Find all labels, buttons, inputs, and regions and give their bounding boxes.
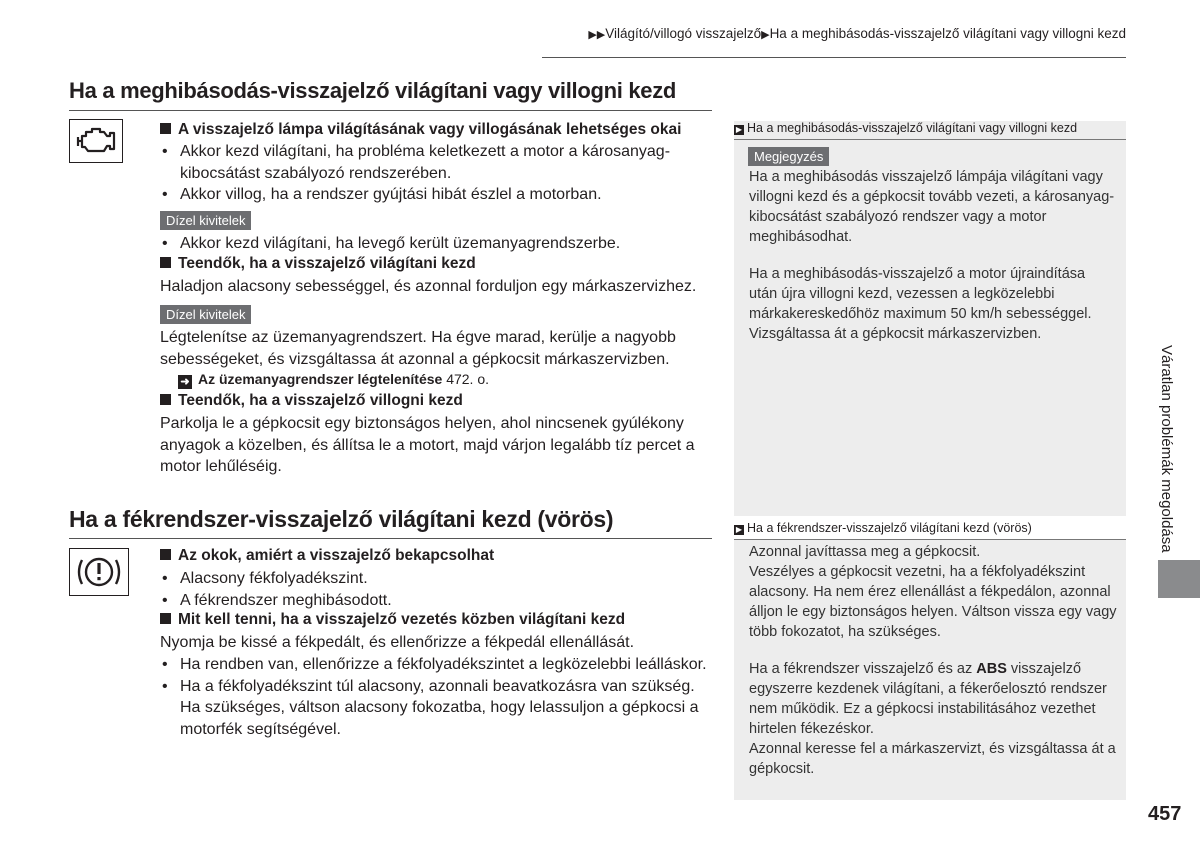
check-engine-icon xyxy=(69,119,123,163)
breadcrumb-part1: Világító/villogó visszajelző xyxy=(605,26,762,41)
note-tag: Megjegyzés xyxy=(748,147,829,166)
sidebar2-rule xyxy=(734,539,1126,540)
brake-warning-icon xyxy=(69,548,129,596)
sidebar2-para1: Azonnal javíttassa meg a gépkocsit. xyxy=(749,544,981,560)
sidebar1-para1: Ha a meghibásodás visszajelző lámpája világítani vagy villogni kezd és a gépkocsit tovább vezeti, a károsanyag-kibocsátást szabályozó rendszer vagy a motor meghibásodhat. xyxy=(749,169,1115,245)
sidebar1-para2: Ha a meghibásodás-visszajelző a motor újraindítása után újra villogni kezd, vezessen a legközelebbi márkakereskedőhöz maximum 50 km/h sebességgel. Vizsgáltassa át a gépkocsit márkaszervizben. xyxy=(749,266,1092,342)
list-item: • Akkor kezd világítani, ha levegő került üzemanyagrendszerbe. xyxy=(160,233,1200,255)
reference-marker-icon: ▶ xyxy=(735,125,743,134)
diesel-tag: Dízel kivitelek xyxy=(160,211,251,230)
section2-title: Ha a fékrendszer-visszajelző világítani kezd (vörös) xyxy=(69,506,614,532)
list-item: • Ha a fékfolyadékszint túl alacsony, azonnali beavatkozásra van szükség. Ha szükséges, váltson alacsony fokozatba, hogy lelassuljon a gépkocsi a motorfék segítségével. xyxy=(160,676,715,741)
section1-para2: Légtelenítse az üzemanyagrendszert. Ha égve marad, kerülje a nagyobb sebességeket, és vizsgáltassa át azonnal a gépkocsit márkaszervizben. xyxy=(160,329,676,368)
list-item: • A fékrendszer meghibásodott. xyxy=(160,590,392,612)
section1-heading1: A visszajelző lámpa világításának vagy villogásának lehetséges okai xyxy=(160,121,681,139)
section2-heading2: Mit kell tenni, ha a visszajelző vezetés közben világítani kezd xyxy=(160,611,625,629)
section1-heading3: Teendők, ha a visszajelző villogni kezd xyxy=(160,392,463,410)
section2-rule xyxy=(69,538,712,539)
sidebar1-rule xyxy=(734,139,1126,140)
chapter-tab-label: Váratlan problémák megoldása xyxy=(1158,345,1175,553)
section2-list1 xyxy=(160,568,392,611)
section2-heading1: Az okok, amiért a visszajelző bekapcsolhat xyxy=(160,547,494,565)
list-item: • Ha rendben van, ellenőrizze a fékfolyadékszintet a legközelebbi leálláskor. xyxy=(160,654,715,676)
section1-heading2: Teendők, ha a visszajelző világítani kezd xyxy=(160,255,476,273)
breadcrumb-part2: Ha a meghibásodás-visszajelző világítani vagy villogni kezd xyxy=(769,26,1126,41)
section2-list2 xyxy=(160,654,715,740)
diesel-tag: Dízel kivitelek xyxy=(160,305,251,324)
chapter-tab[interactable] xyxy=(1158,560,1200,598)
sidebar2-para2: Veszélyes a gépkocsit vezetni, ha a fékfolyadékszint alacsony. Ha nem érez ellenállást a fékpedálon, azonnal álljon le egy biztonságos helyen. Váltson vissza egy vagy több fokozatot, ha szükséges. xyxy=(749,564,1117,640)
list-item: • Akkor villog, ha a rendszer gyújtási hibát észlel a motorban. xyxy=(160,184,700,206)
section1-para3: Parkolja le a gépkocsit egy biztonságos helyen, ahol nincsenek gyúlékony anyagok a közelben, és állítsa le a motort, majd várjon legalább tíz percet a motor lehűléséig. xyxy=(160,415,695,475)
page-number: 457 xyxy=(1148,803,1182,825)
cross-reference-link[interactable]: ➜ Az üzemanyagrendszer légtelenítése 472. o. xyxy=(178,371,489,389)
reference-marker-icon: ▶ xyxy=(735,525,743,534)
breadcrumb-arrow-icon: ▶▶ xyxy=(588,29,606,41)
section1-title: Ha a meghibásodás-visszajelző világítani vagy villogni kezd xyxy=(69,78,677,103)
list-item: • Alacsony fékfolyadékszint. xyxy=(160,568,392,590)
sidebar1-header: ▶ Ha a meghibásodás-visszajelző világítani vagy villogni kezd xyxy=(735,121,1078,135)
arrow-right-icon: ➜ xyxy=(178,375,192,389)
sidebar2-header: ▶ Ha a fékrendszer-visszajelző világítani kezd (vörös) xyxy=(735,521,1032,535)
header-rule xyxy=(542,57,1126,58)
sidebar2-para4: Azonnal keresse fel a márkaszervizt, és vizsgáltassa át a gépkocsit. xyxy=(749,741,1116,777)
section1-para1: Haladjon alacsony sebességgel, és azonnal forduljon egy márkaszervizhez. xyxy=(160,278,697,295)
section1-body xyxy=(160,141,700,206)
list-item: • Akkor kezd világítani, ha probléma keletkezett a motor a károsanyag-kibocsátást szabályozó rendszerében. xyxy=(160,141,680,184)
breadcrumb-arrow-icon: ▶ xyxy=(761,29,770,41)
section2-para1: Nyomja be kissé a fékpedált, és ellenőrizze a fékpedál ellenállását. xyxy=(160,634,635,651)
sidebar2-para3: Ha a fékrendszer visszajelző és az ABS visszajelző egyszerre kezdenek világítani, a fékerőelosztó rendszer nem működik. Ez a gépkocsi instabilitásához vezethet hirtelen fékezéskor. xyxy=(749,661,1107,737)
section1-rule xyxy=(69,110,712,111)
breadcrumb xyxy=(588,26,1126,41)
